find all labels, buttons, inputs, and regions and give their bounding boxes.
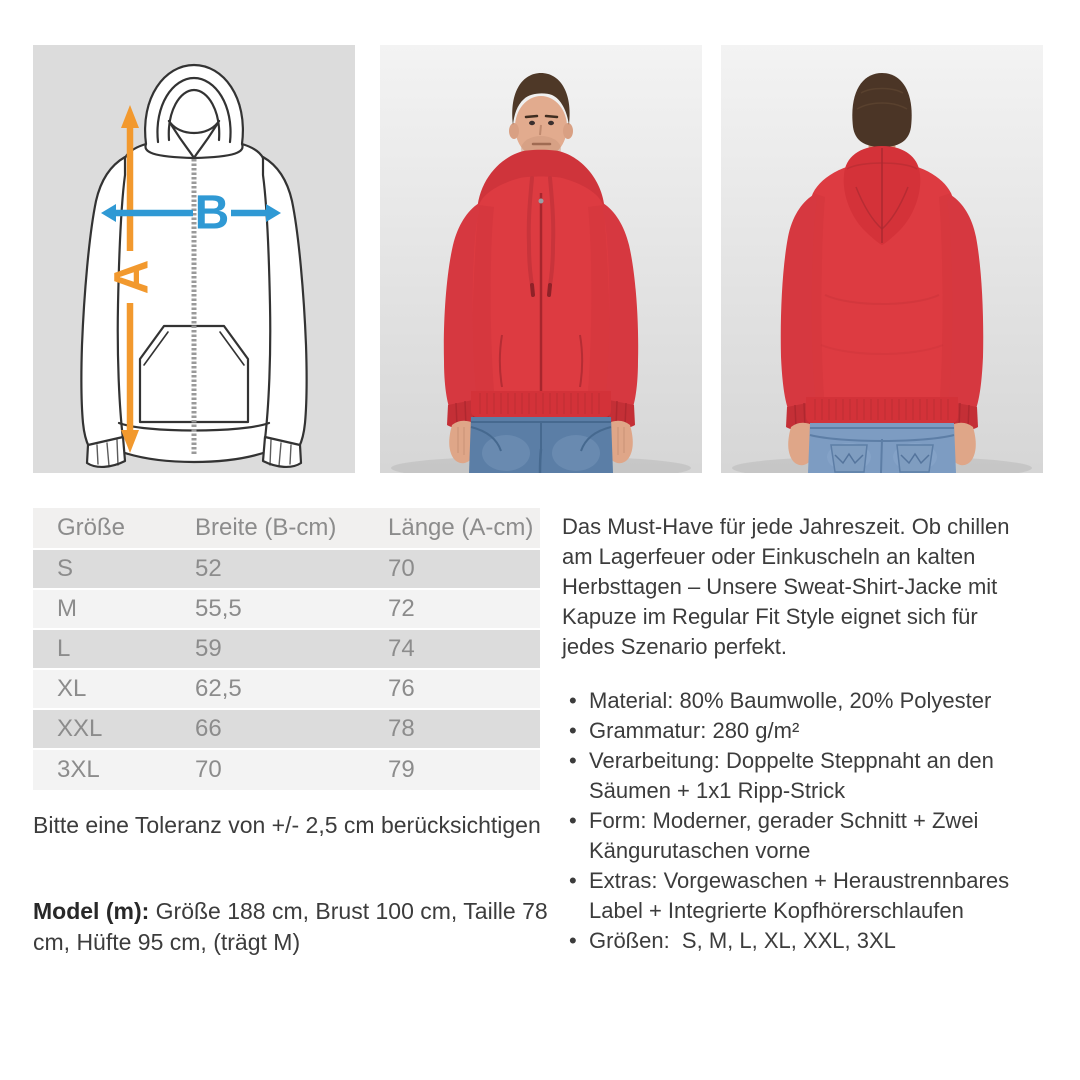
bullet-grammatur: • Grammatur: 280 g/m² bbox=[562, 716, 1030, 746]
cell-laenge: 70 bbox=[388, 555, 415, 582]
cell-breite: 55,5 bbox=[195, 595, 242, 622]
zipper-pull bbox=[539, 199, 544, 204]
table-row-xl bbox=[33, 670, 540, 710]
table-row-s bbox=[33, 550, 540, 590]
size-diagram-panel bbox=[33, 45, 355, 473]
size-table bbox=[33, 508, 540, 790]
tolerance-note: Bitte eine Toleranz von +/- 2,5 cm berücksichtigen bbox=[33, 812, 541, 838]
nose bbox=[540, 125, 541, 135]
cell-breite: 62,5 bbox=[195, 675, 242, 702]
jeans-wash-right bbox=[552, 435, 600, 471]
jeans-wash-left bbox=[482, 435, 530, 471]
ear-right bbox=[563, 123, 573, 139]
cell-size: 3XL bbox=[57, 756, 100, 783]
cell-laenge: 79 bbox=[388, 756, 415, 783]
cell-laenge: 76 bbox=[388, 675, 415, 702]
product-description bbox=[562, 512, 1030, 956]
model-back-illustration bbox=[721, 45, 1043, 473]
ear-left bbox=[509, 123, 519, 139]
eye-right bbox=[548, 121, 554, 125]
cell-laenge: 72 bbox=[388, 595, 415, 622]
hoodie-measurement-sketch bbox=[33, 45, 355, 473]
model-info-label: Model (m): bbox=[33, 898, 150, 924]
back-photo-panel bbox=[721, 45, 1043, 473]
table-row-l bbox=[33, 630, 540, 670]
cell-laenge: 74 bbox=[388, 635, 415, 662]
back-pocket-left bbox=[831, 445, 867, 472]
cell-breite: 70 bbox=[195, 756, 222, 783]
measure-label-b: B bbox=[194, 186, 230, 240]
bullet-verarbeitung: • Verarbeitung: Doppelte Steppnaht an den Säumen + 1x1 Ripp-Strick bbox=[562, 746, 1030, 806]
cell-size: S bbox=[57, 555, 74, 582]
cell-size: XL bbox=[57, 675, 87, 702]
hem-band bbox=[471, 391, 611, 417]
front-photo-panel bbox=[380, 45, 702, 473]
measure-label-a: A bbox=[105, 259, 159, 295]
table-row-3xl bbox=[33, 750, 540, 790]
description-bullet-list bbox=[562, 686, 1030, 956]
table-row-m bbox=[33, 590, 540, 630]
bullet-groessen: • Größen: S, M, L, XL, XXL, 3XL bbox=[562, 926, 1030, 956]
model-info-text: Größe 188 cm, Brust 100 cm, Taille 78 cm, Hüfte 95 cm, (trägt M) bbox=[33, 898, 548, 955]
model-front-illustration bbox=[380, 45, 702, 473]
cell-laenge: 78 bbox=[388, 715, 415, 742]
description-intro: Das Must-Have für jede Jahreszeit. Ob chillen am Lagerfeuer oder Einkuscheln an kalten Herbsttagen – Unsere Sweat-Shirt-Jacke mit Kapuze im Regular Fit Style eignet sich für jedes Szenario perfekt. bbox=[562, 514, 1010, 659]
bullet-material: • Material: 80% Baumwolle, 20% Polyester bbox=[562, 686, 1030, 716]
back-pocket-right bbox=[897, 445, 933, 472]
cell-size: XXL bbox=[57, 715, 103, 742]
eye-left bbox=[529, 121, 535, 125]
cell-size: L bbox=[57, 635, 71, 662]
model-info bbox=[33, 896, 548, 958]
column-header-laenge: Länge (A-cm) bbox=[388, 514, 534, 541]
column-header-breite: Breite (B-cm) bbox=[195, 514, 337, 541]
cell-breite: 52 bbox=[195, 555, 222, 582]
bullet-extras: • Extras: Vorgewaschen + Heraustrennbares Label + Integrierte Kopfhörerschlaufen bbox=[562, 866, 1030, 926]
cell-breite: 66 bbox=[195, 715, 222, 742]
hair-back bbox=[852, 73, 911, 147]
table-row-xxl bbox=[33, 710, 540, 750]
cell-size: M bbox=[57, 595, 77, 622]
column-header-groesse: Größe bbox=[57, 514, 126, 541]
cell-breite: 59 bbox=[195, 635, 222, 662]
bullet-form: • Form: Moderner, gerader Schnitt + Zwei Kängurutaschen vorne bbox=[562, 806, 1030, 866]
size-table-header bbox=[33, 508, 540, 550]
